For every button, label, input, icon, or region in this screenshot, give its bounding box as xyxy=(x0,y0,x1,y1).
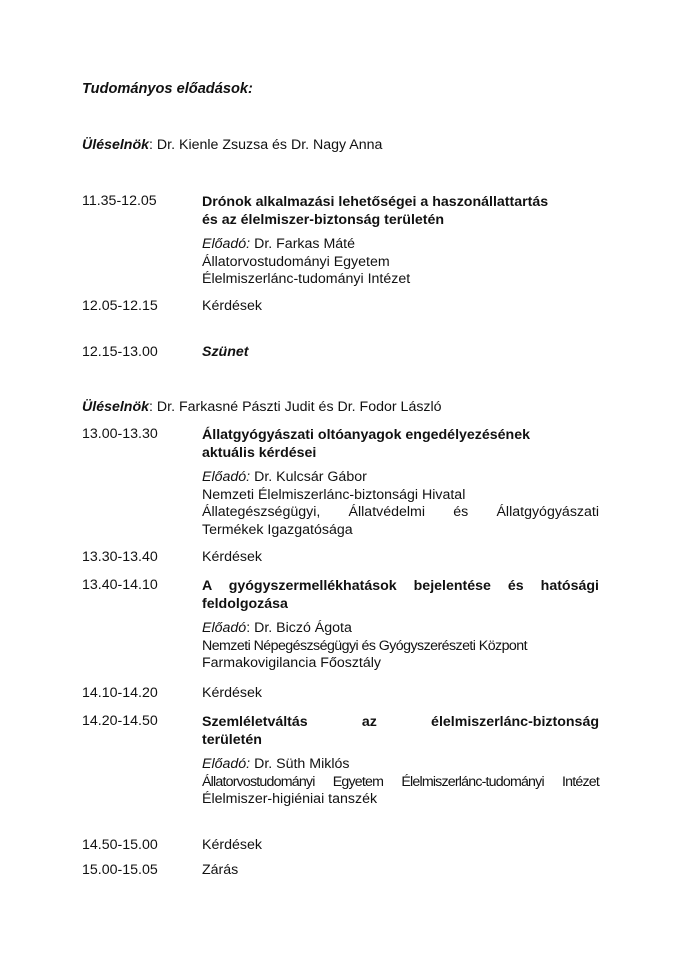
chair-label: Üléselnök xyxy=(82,399,150,415)
section-heading: Tudományos előadások: xyxy=(82,81,253,97)
chair-label: Üléselnök xyxy=(82,137,150,153)
session-chair xyxy=(82,399,442,415)
time-slot: 13.00-13.30 xyxy=(82,426,158,442)
questions-label: Kérdések xyxy=(202,298,262,314)
speaker-block xyxy=(202,620,599,673)
speaker-role: Előadó: xyxy=(202,756,251,772)
questions-label: Kérdések xyxy=(202,837,262,853)
affiliation-line: Élelmiszer-higiéniai tanszék xyxy=(202,791,378,807)
affiliation-line: Nemzeti Népegészségügyi és Gyógyszerészeti Központ xyxy=(202,637,527,654)
speaker-name: Dr. Süth Miklós xyxy=(250,756,350,772)
talk-title xyxy=(202,193,599,229)
talk-title-line: Állatgyógyászati oltóanyagok engedélyezésének xyxy=(202,427,531,443)
talk-title-line: területén xyxy=(202,732,262,748)
time-slot: 14.10-14.20 xyxy=(82,685,158,701)
chair-names: : Dr. Farkasné Pászti Judit és Dr. Fodor László xyxy=(149,399,442,415)
speaker-block xyxy=(202,469,599,539)
affiliation-line: Állatorvostudományi Egyetem Élelmiszerlánc-tudományi Intézet xyxy=(202,773,599,790)
closing-label: Zárás xyxy=(202,862,239,878)
talk-title xyxy=(202,577,599,613)
affiliation-line: Farmakovigilancia Főosztály xyxy=(202,655,381,671)
talk-title-line: és az élelmiszer-biztonság területén xyxy=(202,212,445,228)
break-label: Szünet xyxy=(202,344,249,360)
affiliation-line: Állatorvostudományi Egyetem xyxy=(202,253,390,270)
talk-title-line: A gyógyszermellékhatások bejelentése és hatósági xyxy=(202,578,599,594)
time-slot: 11.35-12.05 xyxy=(82,193,157,209)
time-slot: 12.15-13.00 xyxy=(82,344,158,360)
speaker-name: : Dr. Biczó Ágota xyxy=(246,620,352,636)
affiliation-line: Állategészségügyi, Állatvédelmi és Állatgyógyászati xyxy=(202,504,599,520)
time-slot: 14.50-15.00 xyxy=(82,837,158,853)
affiliation-line: Termékek Igazgatósága xyxy=(202,521,353,538)
time-slot: 13.40-14.10 xyxy=(82,577,158,593)
affiliation-line: Nemzeti Élelmiszerlánc-biztonsági Hivatal xyxy=(202,486,466,503)
chair-names: : Dr. Kienle Zsuzsa és Dr. Nagy Anna xyxy=(149,137,383,153)
talk-title xyxy=(202,426,599,462)
questions-label: Kérdések xyxy=(202,685,262,701)
speaker-block xyxy=(202,756,599,809)
time-slot: 12.05-12.15 xyxy=(82,298,158,314)
talk xyxy=(202,426,599,539)
speaker-name: Dr. Farkas Máté xyxy=(250,236,355,252)
time-slot: 15.00-15.05 xyxy=(82,862,158,878)
talk-title-line: aktuális kérdései xyxy=(202,445,317,461)
talk xyxy=(202,193,599,289)
talk-title-line: feldolgozása xyxy=(202,596,288,612)
time-slot: 13.30-13.40 xyxy=(82,549,158,565)
speaker-role: Előadó: xyxy=(202,469,251,485)
questions-label: Kérdések xyxy=(202,549,262,565)
talk xyxy=(202,713,599,809)
speaker-role: Előadó xyxy=(202,620,247,636)
speaker-block xyxy=(202,236,599,289)
talk-title-line: Szemléletváltás az élelmiszerlánc-biztonság xyxy=(202,714,599,730)
talk xyxy=(202,577,599,673)
affiliation-line: Élelmiszerlánc-tudományi Intézet xyxy=(202,271,411,287)
time-slot: 14.20-14.50 xyxy=(82,713,158,729)
talk-title xyxy=(202,713,599,749)
talk-title-line: Drónok alkalmazási lehetőségei a haszonállattartás xyxy=(202,194,549,210)
speaker-name: Dr. Kulcsár Gábor xyxy=(250,469,367,485)
session-chair xyxy=(82,137,382,153)
speaker-role: Előadó: xyxy=(202,236,251,252)
